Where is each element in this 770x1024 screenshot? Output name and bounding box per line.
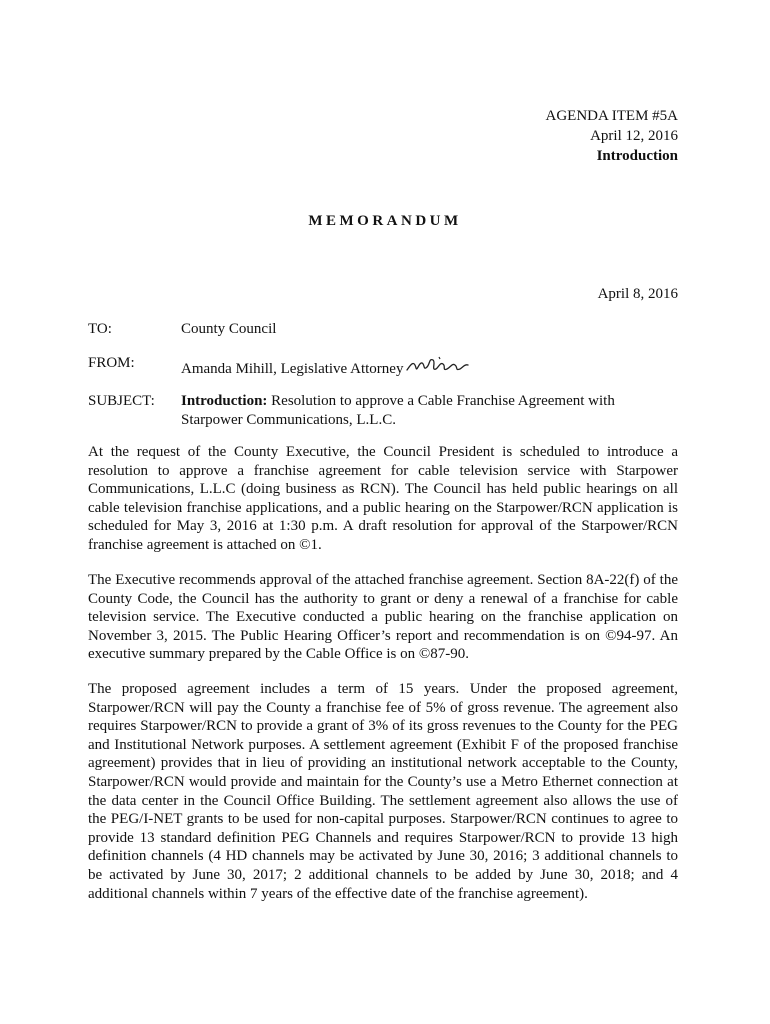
agenda-stage: Introduction <box>596 148 678 164</box>
from-value: Amanda Mihill, Legislative Attorney <box>181 361 404 377</box>
memo-date: April 8, 2016 <box>597 286 678 302</box>
subject-value <box>181 392 678 429</box>
agenda-item-number: AGENDA ITEM #5A <box>545 108 678 124</box>
subject-lead: Introduction: <box>181 393 268 409</box>
subject-text: Resolution to approve a Cable Franchise Agreement with Starpower Communications, L.L.C. <box>181 393 615 428</box>
body-paragraph-2: The Executive recommends approval of the attached franchise agreement. Section 8A-22(f) of the County Code, the Council has the authority to grant or deny a renewal of a franchise for cable television service. The Executive conducted a public hearing on the franchise application on November 3, 2015. The Public Hearing Officer’s report and recommendation is on ©94-97. An executive summary prepared by the Cable Office is on ©87-90. <box>88 572 678 663</box>
to-label: TO: <box>88 321 112 337</box>
to-value: County Council <box>181 321 277 337</box>
subject-label: SUBJECT: <box>88 393 155 409</box>
from-value-wrap <box>181 354 678 379</box>
memo-title: MEMORANDUM <box>308 213 462 229</box>
meeting-date: April 12, 2016 <box>590 128 678 144</box>
from-label: FROM: <box>88 355 135 371</box>
body-paragraph-1: At the request of the County Executive, the Council President is scheduled to introduce a resolution to approve a franchise agreement for cable television service with Starpower Communications, L.L.C (doing business as RCN). The Council has held public hearings on all cable television franchise applications, and a public hearing on the Starpower/RCN application is scheduled for May 3, 2016 at 1:30 p.m. A draft resolution for approval of the Starpower/RCN franchise agreement is attached on ©1. <box>88 444 678 553</box>
agenda-header <box>546 106 679 166</box>
handwritten-initials-signature <box>405 354 471 376</box>
body-paragraph-3: The proposed agreement includes a term of 15 years. Under the proposed agreement, Starpower/RCN will pay the County a franchise fee of 5% of gross revenue. The agreement also requires Starpower/RCN to provide a grant of 3% of its gross revenues to the County for the PEG and Institutional Network purposes. A settlement agreement (Exhibit F of the proposed franchise agreement) provides that in lieu of providing an institutional network acceptable to the County, Starpower/RCN would provide and maintain for the County’s use a Metro Ethernet connection at the data center in the Council Office Building. The settlement agreement also allows the use of the PEG/I-NET grants to be used for non-capital purposes. Starpower/RCN continues to agree to provide 13 standard definition PEG Channels and requires Starpower/RCN to provide 13 high definition channels (4 HD channels may be activated by June 30, 2016; 3 additional channels to be activated by June 30, 2017; 2 additional channels to be added by June 30, 2018; and 4 additional channels within 7 years of the effective date of the franchise agreement). <box>88 681 678 902</box>
